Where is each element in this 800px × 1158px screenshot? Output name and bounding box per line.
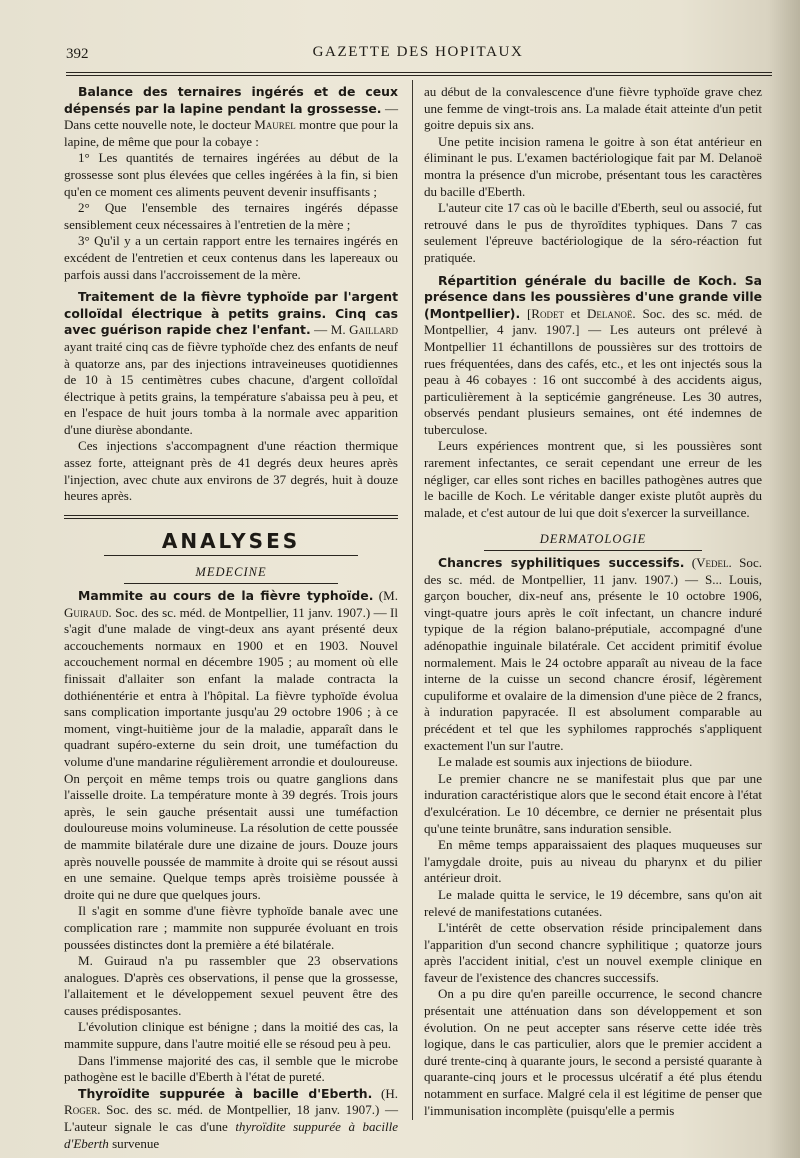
column-divider — [412, 80, 413, 1120]
paragraph-argent-colloidal: Traitement de la fièvre typhoïde par l'argent colloïdal électrique à petits grains. Cinq cas avec guérison rapide chez l'enfant. — M. Gaillard ayant traité cinq cas de fièvre typhoïde chez des enfants de neuf à quatorze ans, par des injections intraveineuses quotidiennes de 10 à 15 centimètres cubes chacune, d'argent colloïdal électrique à petits grains, la température s'abaissa peu à peu, et en l'espace de huit jours tomba à la normale avec apparition d'une diurèse abondante. — [64, 289, 398, 437]
running-title: GAZETTE DES HOPITAUX — [312, 44, 524, 60]
author-name: Gaillard — [349, 322, 398, 338]
page-number: 392 — [66, 46, 89, 62]
paragraph: L'évolution clinique est bénigne ; dans la moitié des cas, la mammite suppure, dans l'autre moitié elle se résoud peu à peu. — [64, 1019, 398, 1052]
right-column — [424, 84, 762, 1119]
paragraph: Ces injections s'accompagnent d'une réaction thermique assez forte, atteignant près de 41 degrés deux heures après l'injection, avec chute aux environs de 37 degrés, huit à douze heures après. — [64, 438, 398, 504]
italic-text: thyroïdite suppurée à bacille d'Eberth — [64, 1119, 398, 1151]
paragraph: On a pu dire qu'en pareille occurrence, le second chancre présentait une atténuation dans son développement et son évolution. On ne peut accepter sans réserve cette idée très logique, dans le cas particulier, alors que le premier accident a duré trente-cinq à quarante jours, le second a persisté quarante à quarante-cinq jours et le processus ulcératif a été plus étendu notamment en surface. Malgré cela il est légitime de penser que l'immunisation incomplète (puisqu'elle a permis — [424, 986, 762, 1118]
article-heading: Répartition générale du bacille de Koch. Sa présence dans les poussières d'une grande ville (Montpellier). — [424, 272, 762, 321]
subsection-underline — [484, 550, 702, 551]
section-rule — [64, 515, 398, 519]
page-header — [66, 42, 770, 72]
paragraph: Il s'agit en somme d'une fièvre typhoïde banale avec une complication rare ; mammite non suppurée évoluant en trois poussées distinctes dont la première a été bilatérale. — [64, 903, 398, 952]
article-heading: Mammite au cours de la fièvre typhoïde. — [78, 588, 374, 604]
author-name: Maurel — [254, 117, 296, 133]
paragraph: Le malade est soumis aux injections de biiodure. — [438, 754, 693, 770]
author-name: Delanoë — [587, 305, 633, 321]
subsection-heading: MEDECINE — [195, 565, 267, 580]
left-column — [64, 84, 398, 1152]
paragraph-thyroidite: Thyroïdite suppurée à bacille d'Eberth. (H. Roger. Soc. des sc. méd. de Montpellier, 18 janv. 1907.) — L'auteur signale le cas d'une thyroïdite suppurée à bacille d'Eberth survenue — [64, 1085, 398, 1151]
paragraph: Leurs expériences montrent que, si les poussières sont rarement infectantes, ce serait cependant une erreur de les négliger, car elles sont riches en bacilles pathogènes autres que le bacille de Koch. Le véritable danger existe plutôt auprès du malade, et c'est autour de lui que doit s'exercer la surveillance. — [424, 438, 762, 520]
paragraph-chancres: Chancres syphilitiques successifs. (Vedel. Soc. des sc. méd. de Montpellier, 11 janv. 1907.) — S... Louis, garçon boucher, dix-neuf ans, présente le 10 octobre 1906, vingt-quatre jours après le coït infectant, un chancre induré typique de la région balano-préputiale, accompagné d'une adénopathie inguinale bilatérale. Cet accident primitif évolue normalement. Mais le 24 octobre apparaît au niveau de la face interne de la cuisse un second chancre érosif, légèrement cupuliforme et ovalaire de la dimension d'une pièce de 2 francs, à induration papyracée. Il est absolument comparable au précédent et tel que les syphilomes rapprochés s'appliquent exactement l'un sur l'autre. — [424, 555, 762, 753]
paragraph: Dans l'immense majorité des cas, il semble que le microbe pathogène est le bacille d'Eberth à l'état de pureté. — [64, 1052, 398, 1085]
section-underline — [104, 555, 358, 556]
paragraph-balance-ternaires: Balance des ternaires ingérés et de ceux dépensés par la lapine pendant la grossesse. — Dans cette nouvelle note, le docteur Maurel montre que pour la lapine, de même que pour la cobaye : — [64, 84, 398, 149]
author-name: Rodet — [531, 305, 564, 321]
paragraph: au début de la convalescence d'une fièvre typhoïde grave chez une femme de vingt-trois ans. La malade était atteinte d'un petit goitre depuis six ans. — [424, 84, 762, 133]
paragraph-mammite: Mammite au cours de la fièvre typhoïde. (M. Guiraud. Soc. des sc. méd. de Montpellier, 11 janv. 1907.) — Il s'agit d'une malade de vingt-deux ans ayant présenté deux accouchements normaux en 1900 et en 1903. Nouvel accouchement normal en décembre 1905 ; au moment où elle finissait d'allaiter son enfant la malade contracta la dothiénentérie et entra à l'hôpital. La fièvre typhoïde évolua sans complication importante jusqu'au 29 octobre 1906 ; à ce moment, vingt-huitième jour de la maladie, apparaît dans le quadrant supéro-externe du sein droit, une tuméfaction du volume d'une mandarine régulièrement arrondie et douloureuse. On perçoit en même temps trois ou quatre ganglions dans l'aisselle droite. La température monte à 39 degrés. Trois jours après, le sein gauche présentait aussi une tuméfaction douloureuse moins volumineuse. La résolution de cette poussée de mammite bilatérale dure une dizaine de jours. Douze jours après nouvelle poussée de mammite à droite qui se résout aussi en une semaine. Quelque temps après troisième poussée à droite qui ne dure que quelques jours. — [64, 588, 398, 902]
article-heading: Chancres syphilitiques successifs. — [438, 555, 685, 571]
section-title: ANALYSES — [161, 528, 301, 553]
author-name: Roger — [64, 1102, 98, 1118]
header-rule — [66, 72, 772, 76]
subsection-underline — [124, 583, 338, 584]
paragraph: L'intérêt de cette observation réside principalement dans l'apparition d'un second chancre syphilitique ; quatorze jours après l'accident initial, c'est un nouvel exemple clinique en faveur de l'existence des chancres successifs. — [424, 920, 762, 985]
paragraph-bacille-koch: Répartition générale du bacille de Koch. Sa présence dans les poussières d'une grande ville (Montpellier). [Rodet et Delanoë. Soc. des sc. méd. de Montpellier, 4 janv. 1907.] — Les auteurs ont prélevé à Montpellier 11 échantillons de poussières sur des trottoirs de rues fréquentées, dans des cafés, etc., et les ont injectés sous la peau à 46 cobayes : 16 ont succombé à des accidents aigus, particulièrement à la septicémie gangréneuse. Les 30 autres, observés pendant plusieurs semaines, ont été indemnes de tuberculose. — [424, 272, 763, 437]
paragraph: En même temps apparaissaient des plaques muqueuses sur l'amygdale droite, puis au niveau du pharynx et du pilier antérieur droit. — [424, 837, 762, 886]
subsection-heading: DERMATOLOGIE — [539, 532, 647, 547]
paragraph: L'auteur cite 17 cas où le bacille d'Eberth, seul ou associé, fut retrouvé dans le pus de thyroïdites typhiques. Dans 7 cas seulement l'épreuve bactériologique de la séro-réaction fut pratiquée. — [424, 200, 762, 265]
author-name: Guiraud — [64, 604, 109, 620]
author-name: Vedel — [696, 555, 729, 571]
paragraph: 2° Que l'ensemble des ternaires ingérés dépasse sensiblement ceux nécessaires à l'entretien de la mère ; — [64, 200, 398, 232]
paragraph: Une petite incision ramena le goitre à son état antérieur en éliminant le pus. L'examen bactériologique fait par M. Delanoë montra la présence d'un microbe, présentant tous les caractères du bacille d'Eberth. — [424, 133, 762, 199]
paragraph: M. Guiraud n'a pu rassembler que 23 observations analogues. D'après ces observations, il pense que la grossesse, l'allaitement et le développement sexuel peuvent être des causes prédisposantes. — [64, 953, 398, 1018]
paragraph: Le premier chancre ne se manifestait plus que par une induration caractéristique alors que le second était encore à l'état d'exulcération. Le 10 décembre, ce dernier ne présentait plus qu'une teinte brunâtre, sans induration sensible. — [424, 770, 762, 836]
paragraph: 1° Les quantités de ternaires ingérées au début de la grossesse sont plus élevées que celles ingérées à la fin, si bien qu'en ce moment ces aliments peuvent devenir insuffisants ; — [64, 150, 398, 199]
article-heading: Thyroïdite suppurée à bacille d'Eberth. — [78, 1085, 373, 1101]
article-heading: Balance des ternaires ingérés et de ceux dépensés par la lapine pendant la grossesse. — [64, 84, 398, 116]
paragraph: Le malade quitta le service, le 19 décembre, sans qu'on ait relevé de manifestations cutanées. — [424, 886, 762, 919]
article-heading: Traitement de la fièvre typhoïde par l'argent colloïdal électrique à petits grains. Cinq cas avec guérison rapide chez l'enfant. — [64, 289, 398, 338]
paragraph: 3° Qu'il y a un certain rapport entre les ternaires ingérés en excédent de l'entretien et ceux contenus dans les lapereaux ou parfois aussi dans l'accroissement de la mère. — [64, 233, 398, 282]
